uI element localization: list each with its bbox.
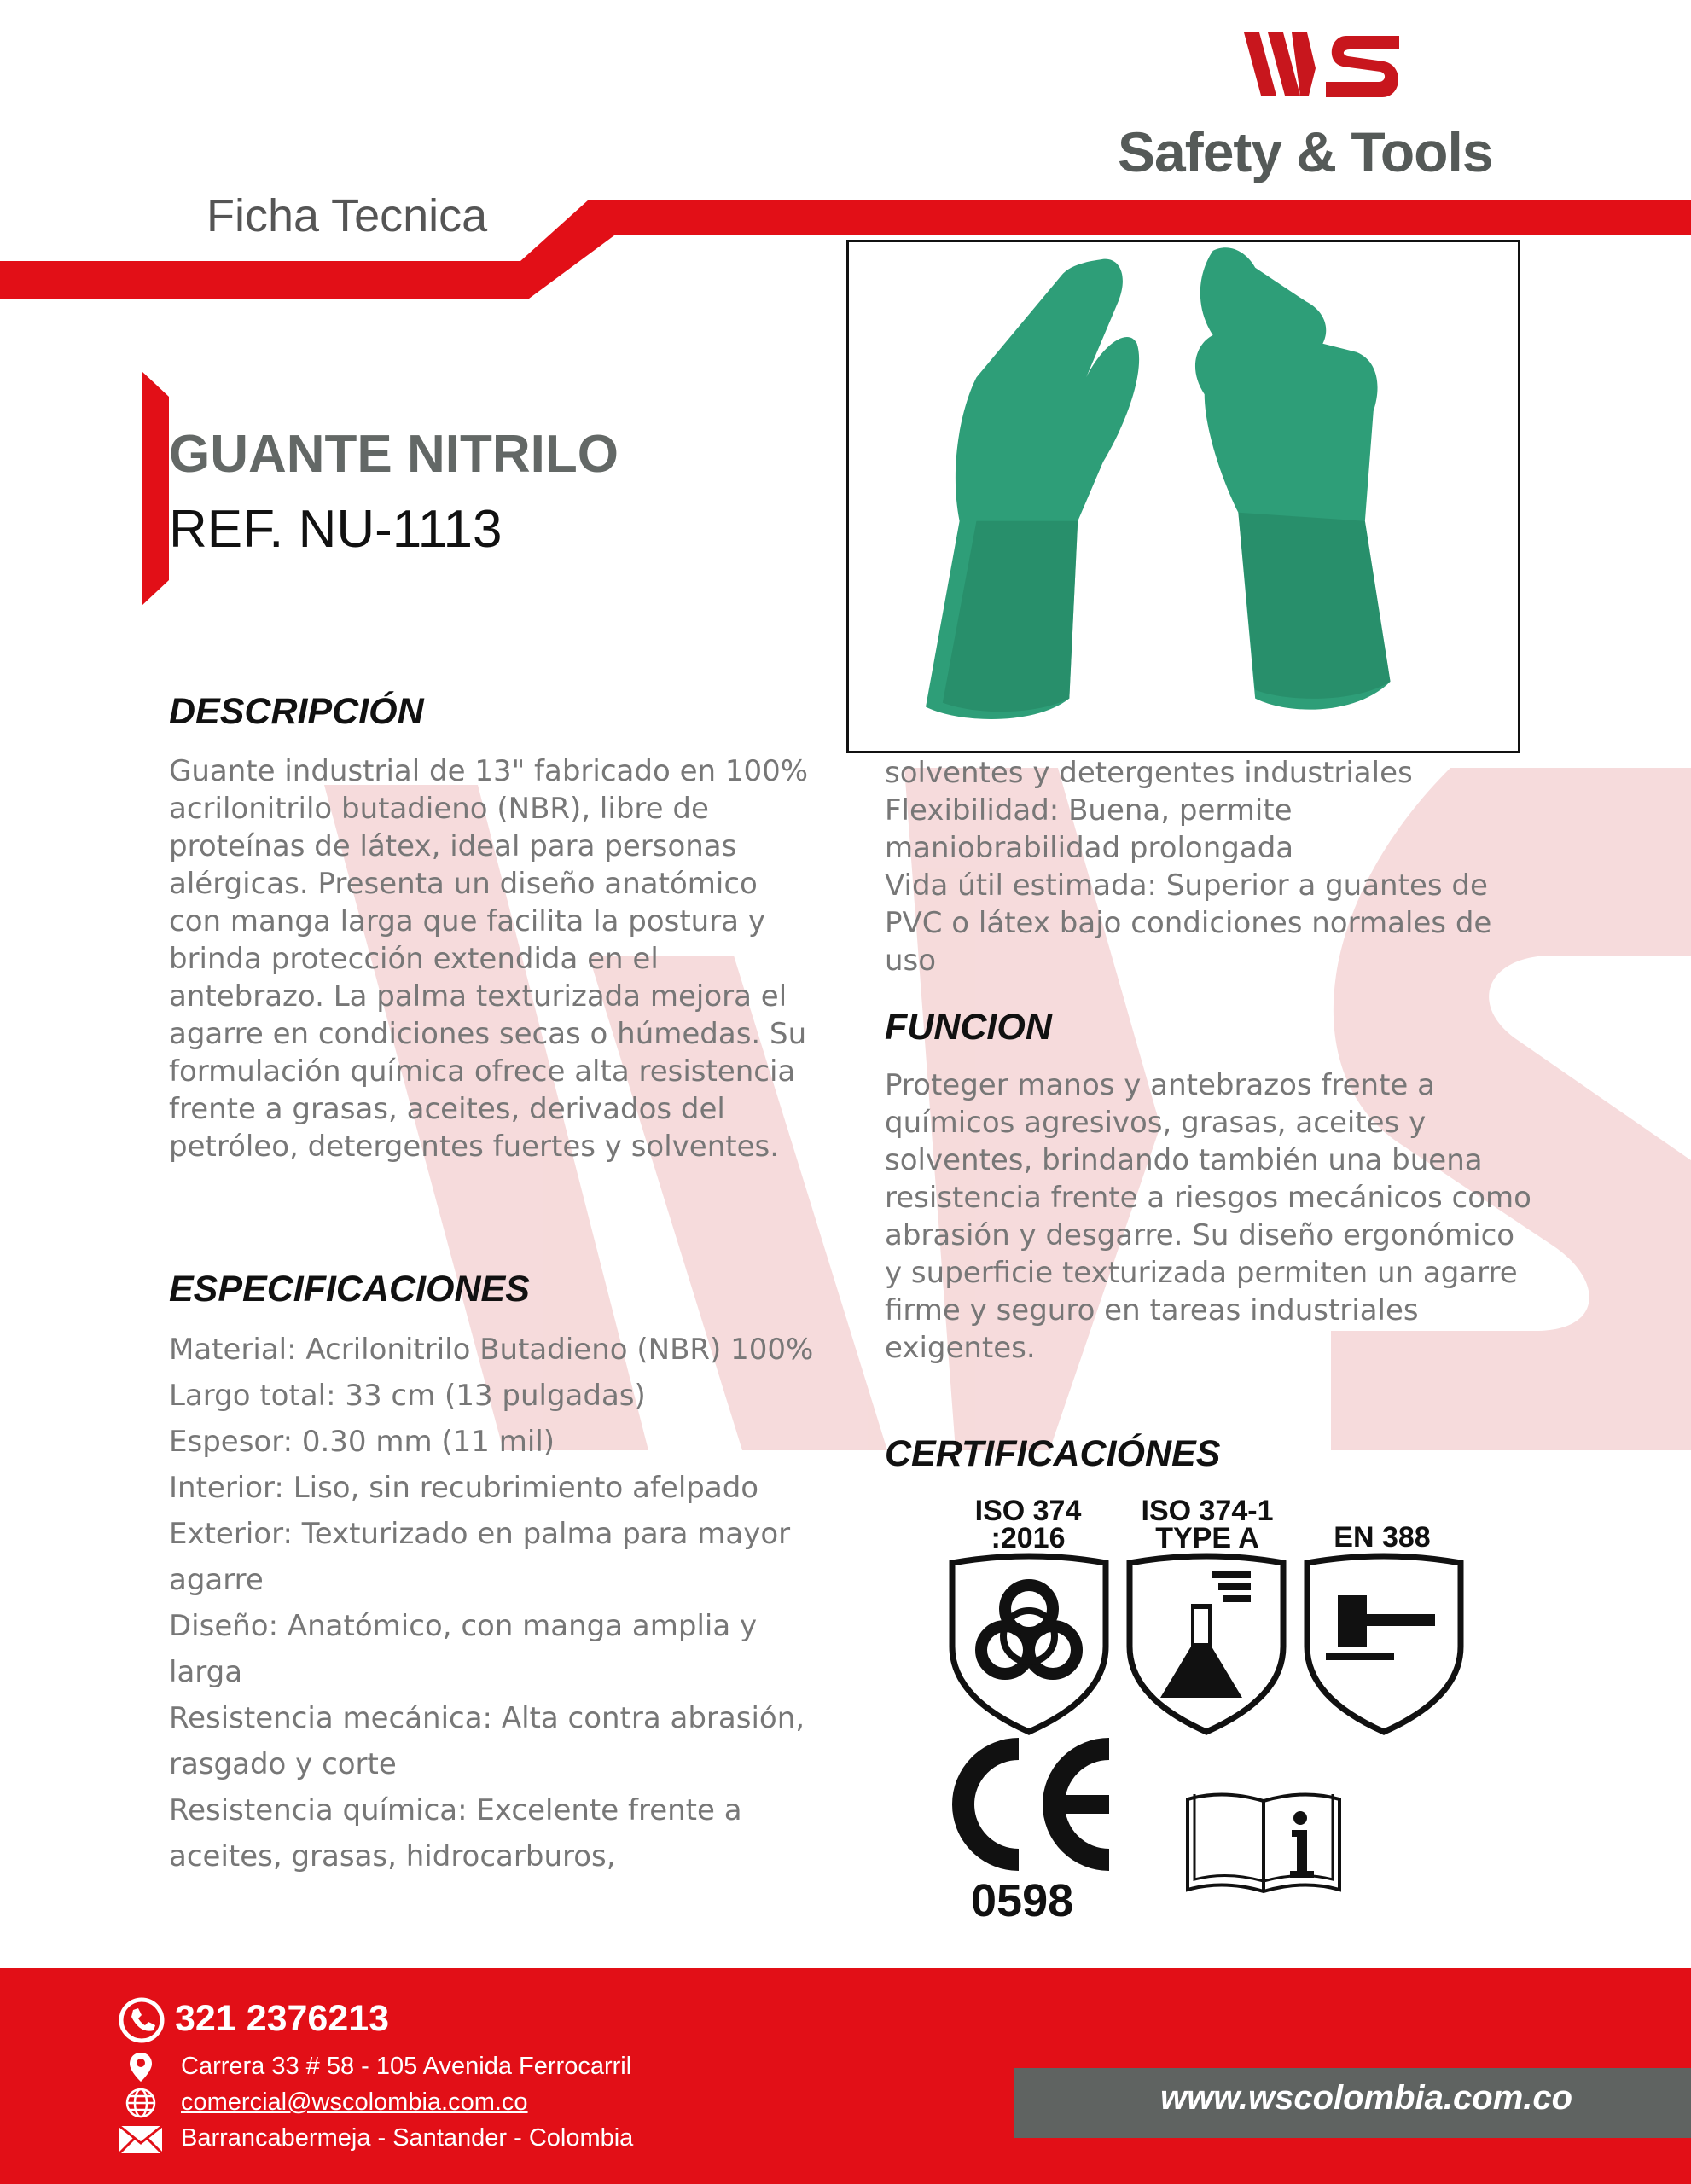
description-text: Guante industrial de 13" fabricado en 100% acrilonitrilo butadieno (NBR), libre de proteínas de látex, ideal para personas alérgicas. Presenta un diseño anatómico con manga larga que facilita la postura y brinda protección extendida en el antebrazo. La palma texturizada mejora el agarre en condiciones secas o húmedas. Su formulación química ofrece alta resistencia frente a grasas, aceites, derivados del petróleo, detergentes fuertes y solventes. <box>169 754 809 1164</box>
location-pin-icon <box>128 2051 154 2083</box>
spec-item: Resistencia química: Excelente frente a aceites, grasas, hidrocarburos, <box>169 1793 742 1873</box>
cert-label-line: TYPE A <box>1155 1522 1259 1554</box>
spec-item: Exterior: Texturizado en palma para mayor agarre <box>169 1517 791 1597</box>
information-book-icon <box>1181 1779 1346 1898</box>
cert-label-iso-374-1 <box>1126 1497 1288 1552</box>
footer-email-link[interactable]: comercial@wscolombia.com.co <box>181 2088 528 2116</box>
envelope-icon <box>118 2124 164 2155</box>
product-reference: REF. NU-1113 <box>169 500 503 559</box>
spec-item: Vida útil estimada: Superior a guantes de PVC o látex bajo condiciones normales de uso <box>885 868 1492 978</box>
cert-label-line: ISO 374-1 <box>1141 1495 1274 1527</box>
document-type-label: Ficha Tecnica <box>206 190 488 241</box>
hammer-shield-icon <box>1300 1553 1467 1736</box>
cert-label-line: EN 388 <box>1334 1521 1431 1554</box>
specifications-continued <box>885 754 1533 979</box>
cert-label-en-388 <box>1310 1521 1455 1554</box>
spec-item: Resistencia mecánica: Alta contra abrasión, rasgado y corte <box>169 1701 805 1781</box>
description-heading: DESCRIPCIÓN <box>169 691 424 732</box>
website-link[interactable]: www.wscolombia.com.co <box>1160 2079 1573 2117</box>
phone-icon <box>118 1996 166 2044</box>
brand-tagline: Safety & Tools <box>1118 120 1493 183</box>
spec-item: solventes y detergentes industriales <box>885 756 1413 790</box>
function-text: Proteger manos y antebrazos frente a químicos agresivos, grasas, aceites y solventes, brindando también una buena resistencia frente a riesgos mecánicos como abrasión y desgarre. Su diseño ergonómico y superficie texturizada permiten un agarre firme y seguro en tareas industriales exigentes. <box>885 1068 1531 1365</box>
ce-mark-icon <box>942 1732 1116 1877</box>
footer-address: Carrera 33 # 58 - 105 Avenida Ferrocarril <box>181 2053 632 2080</box>
ws-logo-icon <box>1237 26 1408 111</box>
cert-label-iso-374 <box>956 1497 1101 1552</box>
product-image <box>846 240 1520 753</box>
globe-icon <box>125 2087 157 2119</box>
specifications-list <box>169 1327 817 1879</box>
biohazard-shield-icon <box>945 1553 1113 1736</box>
function-heading: FUNCION <box>885 1007 1052 1048</box>
spec-item: Interior: Liso, sin recubrimiento afelpado <box>169 1471 759 1505</box>
spec-item: Material: Acrilonitrilo Butadieno (NBR) 100% <box>169 1333 814 1367</box>
cert-label-line: :2016 <box>991 1522 1066 1554</box>
product-name: GUANTE NITRILO <box>169 425 619 484</box>
spec-item: Largo total: 33 cm (13 pulgadas) <box>169 1379 646 1413</box>
specifications-heading: ESPECIFICACIONES <box>169 1269 530 1310</box>
ce-mark-number: 0598 <box>971 1875 1074 1926</box>
green-nitrile-gloves-image <box>849 242 1518 751</box>
chemical-flask-shield-icon <box>1123 1553 1290 1736</box>
title-accent-bar <box>142 371 169 606</box>
footer-phone-number[interactable]: 321 2376213 <box>175 1998 390 2039</box>
spec-item: Diseño: Anatómico, con manga amplia y larga <box>169 1609 758 1689</box>
footer-city: Barrancabermeja - Santander - Colombia <box>181 2124 634 2152</box>
spec-item: Flexibilidad: Buena, permite maniobrabilidad prolongada <box>885 793 1294 865</box>
cert-label-line: ISO 374 <box>974 1495 1082 1527</box>
certifications-heading: CERTIFICACIÓNES <box>885 1433 1221 1474</box>
spec-item: Espesor: 0.30 mm (11 mil) <box>169 1425 555 1459</box>
